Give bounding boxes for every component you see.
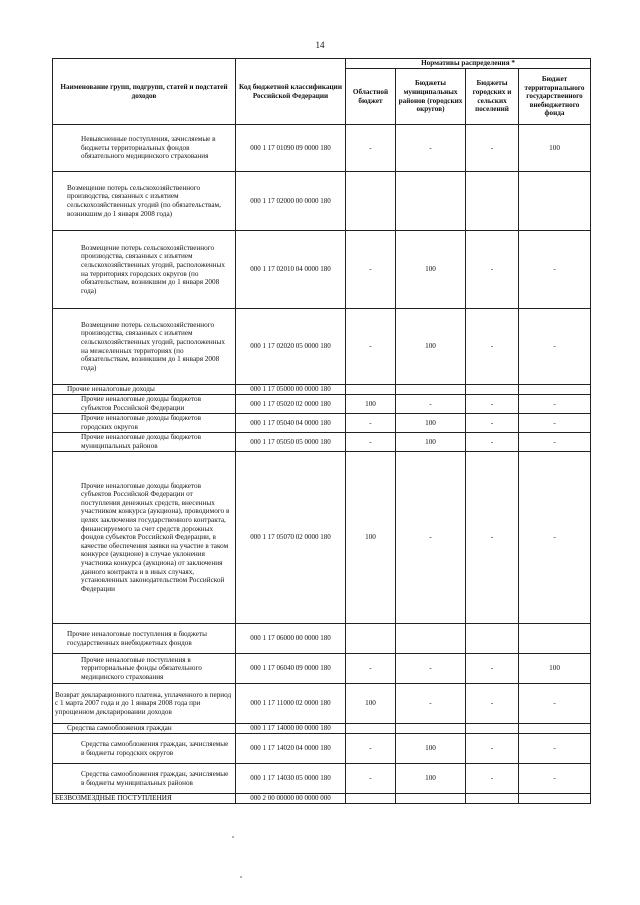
row-fund bbox=[519, 724, 591, 734]
row-settlements: - bbox=[466, 452, 519, 624]
row-fund: - bbox=[519, 452, 591, 624]
row-districts: - bbox=[396, 684, 466, 724]
row-settlements: - bbox=[466, 734, 519, 764]
row-code: 000 1 17 06000 00 0000 180 bbox=[236, 624, 346, 654]
row-regional: - bbox=[346, 764, 396, 794]
table-row bbox=[53, 734, 591, 764]
row-code: 000 1 17 05050 05 0000 180 bbox=[236, 433, 346, 452]
row-code: 000 1 17 05070 02 0000 180 bbox=[236, 452, 346, 624]
scan-speck bbox=[232, 836, 234, 838]
row-fund: - bbox=[519, 309, 591, 385]
header-code: Код бюджетной классификации Российской Федерации bbox=[236, 59, 346, 125]
row-settlements bbox=[466, 385, 519, 395]
row-settlements bbox=[466, 724, 519, 734]
table-row bbox=[53, 624, 591, 654]
row-name: Прочие неналоговые доходы бюджетов городских округов bbox=[53, 414, 236, 433]
table-row bbox=[53, 385, 591, 395]
row-name: БЕЗВОЗМЕЗДНЫЕ ПОСТУПЛЕНИЯ bbox=[53, 794, 236, 804]
header-fund: Бюджет территориального государственного внебюджетного фонда bbox=[519, 69, 591, 125]
header-norms-group: Нормативы распределения * bbox=[346, 59, 591, 69]
row-name: Прочие неналоговые доходы бюджетов субъектов Российской Федерации от поступления денежных средств, внесенных участником конкурса (аукциона), проводимого в целях заключения государственного контракта, финансируемого за счет средств дорожных фондов субъектов Российской Федерации, в качестве обеспечения заявки на участие в таком конкурсе (аукционе) в случае уклонения участника конкурса (аукциона) от заключения данного контракта и в иных случаях, установленных законодательством Российской Федерации bbox=[53, 452, 236, 624]
row-fund: - bbox=[519, 734, 591, 764]
row-code: 000 1 17 14000 00 0000 180 bbox=[236, 724, 346, 734]
row-districts: 100 bbox=[396, 433, 466, 452]
row-regional bbox=[346, 385, 396, 395]
row-fund bbox=[519, 385, 591, 395]
row-name: Возмещение потерь сельскохозяйственного производства, связанных с изъятием сельскохозяйственных угодий, расположенных на межселенных территориях (по обязательствам, возникшим до 1 января 2008 года) bbox=[53, 309, 236, 385]
row-districts bbox=[396, 385, 466, 395]
header-settlements: Бюджеты городских и сельских поселений bbox=[466, 69, 519, 125]
table-row bbox=[53, 414, 591, 433]
table-row bbox=[53, 724, 591, 734]
row-name: Средства самообложения граждан bbox=[53, 724, 236, 734]
row-districts: - bbox=[396, 452, 466, 624]
row-regional: - bbox=[346, 309, 396, 385]
row-fund: - bbox=[519, 414, 591, 433]
row-fund: - bbox=[519, 684, 591, 724]
table-row bbox=[53, 764, 591, 794]
row-regional bbox=[346, 724, 396, 734]
row-districts: - bbox=[396, 125, 466, 172]
row-districts: 100 bbox=[396, 414, 466, 433]
row-name: Прочие неналоговые доходы bbox=[53, 385, 236, 395]
row-code: 000 1 17 14020 04 0000 180 bbox=[236, 734, 346, 764]
row-districts: 100 bbox=[396, 231, 466, 309]
row-code: 000 1 17 02000 00 0000 180 bbox=[236, 172, 346, 231]
row-code: 000 1 17 05020 02 0000 180 bbox=[236, 395, 346, 414]
row-name: Возмещение потерь сельскохозяйственного производства, связанных с изъятием сельскохозяйственных угодий (по обязательствам, возникшим до 1 января 2008 года) bbox=[53, 172, 236, 231]
row-fund: 100 bbox=[519, 125, 591, 172]
table-row bbox=[53, 452, 591, 624]
row-code: 000 1 17 02020 05 0000 180 bbox=[236, 309, 346, 385]
row-code: 000 1 17 11000 02 0000 180 bbox=[236, 684, 346, 724]
row-code: 000 1 17 02010 04 0000 180 bbox=[236, 231, 346, 309]
row-settlements: - bbox=[466, 309, 519, 385]
header-districts: Бюджеты муниципальных районов (городских округов) bbox=[396, 69, 466, 125]
row-districts bbox=[396, 794, 466, 804]
row-regional: 100 bbox=[346, 684, 396, 724]
row-code: 000 1 17 01090 09 0000 180 bbox=[236, 125, 346, 172]
row-name: Прочие неналоговые поступления в бюджеты государственных внебюджетных фондов bbox=[53, 624, 236, 654]
row-name: Возврат декларационного платежа, уплаченного в период с 1 марта 2007 года и до 1 января 2008 года при упрощенном декларировании доходов bbox=[53, 684, 236, 724]
table-row bbox=[53, 309, 591, 385]
row-settlements bbox=[466, 172, 519, 231]
row-regional bbox=[346, 172, 396, 231]
table-row bbox=[53, 433, 591, 452]
scan-speck bbox=[240, 876, 242, 878]
row-districts: 100 bbox=[396, 764, 466, 794]
header-name: Наименование групп, подгрупп, статей и подстатей доходов bbox=[53, 59, 236, 125]
row-fund: - bbox=[519, 764, 591, 794]
table-row bbox=[53, 395, 591, 414]
row-settlements bbox=[466, 624, 519, 654]
row-settlements: - bbox=[466, 433, 519, 452]
row-regional: - bbox=[346, 125, 396, 172]
row-settlements: - bbox=[466, 684, 519, 724]
table-row bbox=[53, 654, 591, 684]
row-name: Возмещение потерь сельскохозяйственного производства, связанных с изъятием сельскохозяйственных угодий, расположенных на территориях городских округов (по обязательствам, возникшим до 1 января 2008 года) bbox=[53, 231, 236, 309]
row-fund: - bbox=[519, 231, 591, 309]
table-row bbox=[53, 172, 591, 231]
row-fund: - bbox=[519, 433, 591, 452]
row-settlements: - bbox=[466, 764, 519, 794]
row-regional: - bbox=[346, 231, 396, 309]
table-row bbox=[53, 794, 591, 804]
row-regional: 100 bbox=[346, 395, 396, 414]
row-name: Прочие неналоговые доходы бюджетов муниципальных районов bbox=[53, 433, 236, 452]
row-code: 000 2 00 00000 00 0000 000 bbox=[236, 794, 346, 804]
revenue-distribution-table bbox=[52, 58, 591, 804]
row-settlements: - bbox=[466, 231, 519, 309]
row-fund bbox=[519, 172, 591, 231]
row-settlements: - bbox=[466, 125, 519, 172]
row-fund: - bbox=[519, 395, 591, 414]
row-settlements: - bbox=[466, 654, 519, 684]
row-regional bbox=[346, 624, 396, 654]
row-districts bbox=[396, 172, 466, 231]
row-regional: - bbox=[346, 414, 396, 433]
row-settlements: - bbox=[466, 395, 519, 414]
row-settlements: - bbox=[466, 414, 519, 433]
row-districts: 100 bbox=[396, 734, 466, 764]
table-row bbox=[53, 125, 591, 172]
row-regional: 100 bbox=[346, 452, 396, 624]
table-row bbox=[53, 684, 591, 724]
row-code: 000 1 17 14030 05 0000 180 bbox=[236, 764, 346, 794]
row-name: Средства самообложения граждан, зачисляемые в бюджеты городских округов bbox=[53, 734, 236, 764]
row-name: Прочие неналоговые поступления в территориальные фонды обязательного медицинского страхования bbox=[53, 654, 236, 684]
row-fund: 100 bbox=[519, 654, 591, 684]
row-name: Невыясненные поступления, зачисляемые в бюджеты территориальных фондов обязательного медицинского страхования bbox=[53, 125, 236, 172]
table-row bbox=[53, 231, 591, 309]
row-name: Средства самообложения граждан, зачисляемые в бюджеты муниципальных районов bbox=[53, 764, 236, 794]
row-settlements bbox=[466, 794, 519, 804]
row-regional: - bbox=[346, 433, 396, 452]
header-regional: Областной бюджет bbox=[346, 69, 396, 125]
row-districts: - bbox=[396, 395, 466, 414]
row-code: 000 1 17 06040 09 0000 180 bbox=[236, 654, 346, 684]
row-regional bbox=[346, 794, 396, 804]
row-name: Прочие неналоговые доходы бюджетов субъектов Российской Федерации bbox=[53, 395, 236, 414]
row-code: 000 1 17 05040 04 0000 180 bbox=[236, 414, 346, 433]
row-regional: - bbox=[346, 654, 396, 684]
row-districts bbox=[396, 724, 466, 734]
row-districts bbox=[396, 624, 466, 654]
row-code: 000 1 17 05000 00 0000 180 bbox=[236, 385, 346, 395]
row-regional: - bbox=[346, 734, 396, 764]
page-number: 14 bbox=[315, 40, 325, 50]
row-fund bbox=[519, 624, 591, 654]
row-districts: - bbox=[396, 654, 466, 684]
row-fund bbox=[519, 794, 591, 804]
row-districts: 100 bbox=[396, 309, 466, 385]
